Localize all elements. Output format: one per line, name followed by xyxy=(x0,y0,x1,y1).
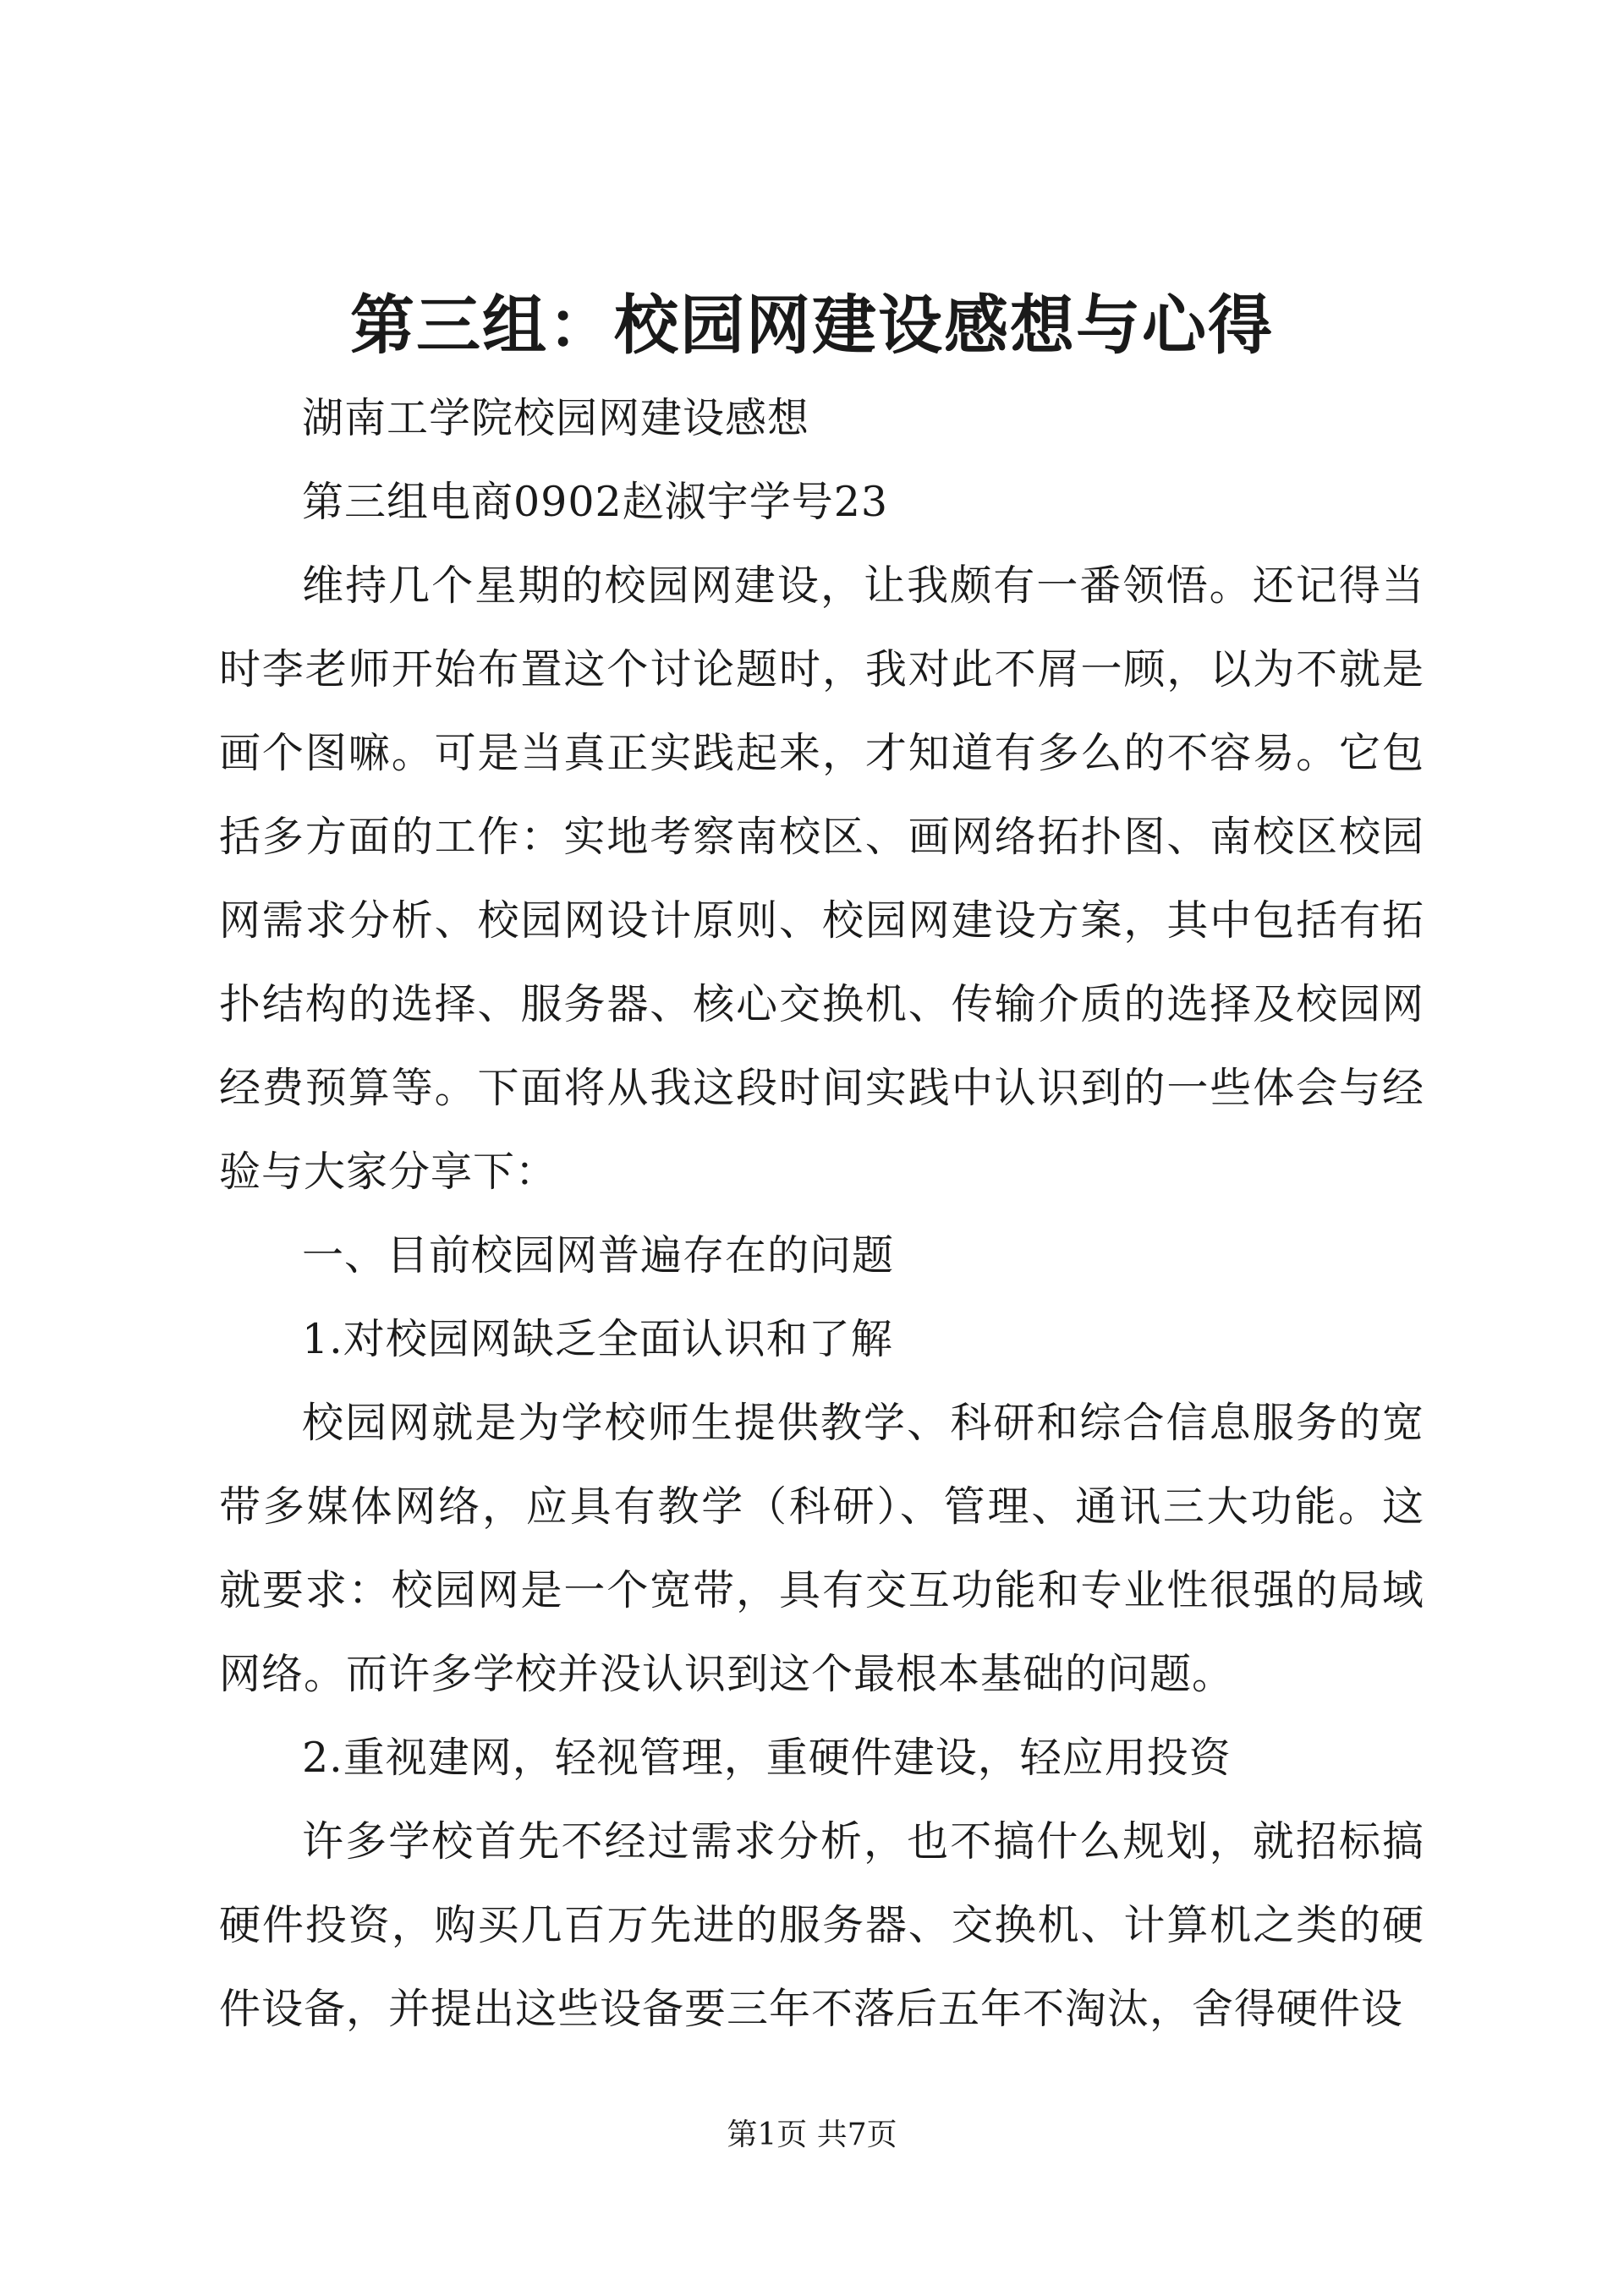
page-footer: 第1页 共7页 xyxy=(727,2118,897,2152)
subsection-heading: 2.重视建网，轻视管理，重硬件建设，轻应用投资 xyxy=(302,1734,1232,1782)
document-title: 第三组：校园网建设感想与心得 xyxy=(350,288,1274,363)
paragraph: 第三组电商0902赵淑宇学号23 xyxy=(302,478,889,526)
subsection-heading: 1.对校园网缺乏全面认识和了解 xyxy=(302,1315,893,1363)
section-heading: 一、目前校园网普遍存在的问题 xyxy=(302,1231,895,1280)
paragraph: 维持几个星期的校园网建设，让我颇有一番领悟。还记得当时李老师开始布置这个讨论题时，我对此不屑一顾，以为不就是画个图嘛。可是当真正实践起来，才知道有多么的不容易。它包括多方面的工作：实地考察南校区、画网络拓扑图、南校区校园网需求分析、校园网设计原则、校园网建设方案，其中包括有拓扑结构的选择、服务器、核心交换机、传输介质的选择及校园网经费预算等。下面将从我这段时间实践中认识到的一些体会与经验与大家分享下： xyxy=(219,562,1424,1196)
paragraph: 湖南工学院校园网建设感想 xyxy=(302,394,810,442)
paragraph: 许多学校首先不经过需求分析，也不搞什么规划，就招标搞硬件投资，购买几百万先进的服务器、交换机、计算机之类的硬件设备，并提出这些设备要三年不落后五年不淘汰，舍得硬件设 xyxy=(219,1817,1424,2033)
paragraph: 校园网就是为学校师生提供教学、科研和综合信息服务的宽带多媒体网络，应具有教学（科研）、管理、通讯三大功能。这就要求：校园网是一个宽带，具有交互功能和专业性很强的局域网络。而许多学校并没认识到这个最根本基础的问题。 xyxy=(219,1399,1424,1698)
document-body xyxy=(219,376,1424,2051)
